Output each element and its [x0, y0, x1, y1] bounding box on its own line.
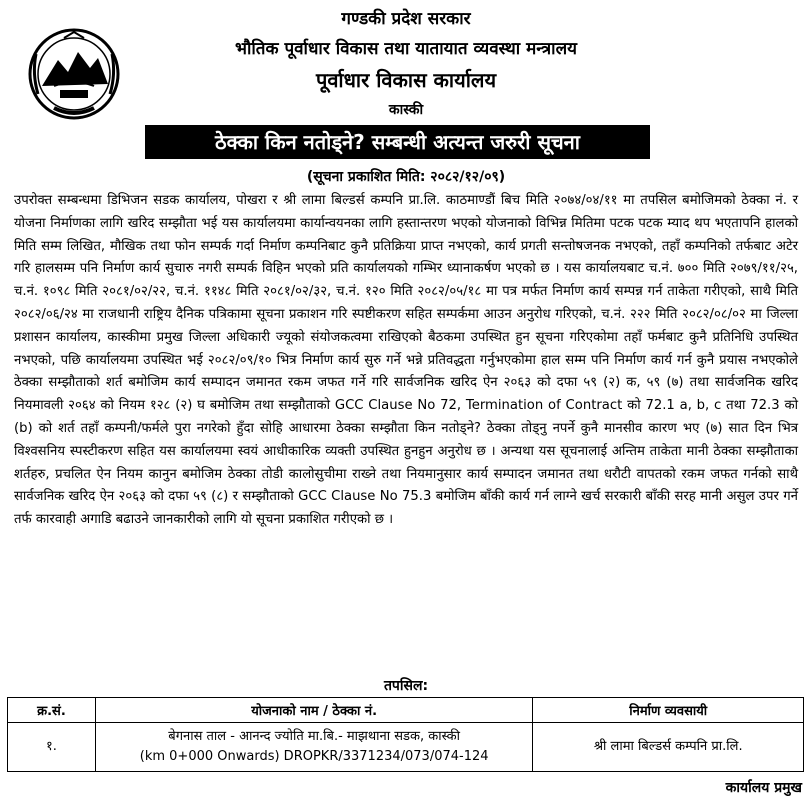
- notice-title-banner: ठेक्का किन नतोड्ने? सम्बन्धी अत्यन्त जरुरी सूचना: [145, 125, 650, 159]
- government-name: गण्डकी प्रदेश सरकार: [341, 9, 471, 29]
- column-header-contractor: निर्माण व्यवसायी: [533, 698, 804, 723]
- project-name: बेगनास ताल - आनन्द ज्योति मा.बि.- माझथाना सडक, कास्की: [168, 729, 461, 744]
- publication-date: (सूचना प्रकाशित मिति: २०८२/१२/०९): [306, 169, 506, 185]
- row-sn: १.: [8, 723, 96, 772]
- table-header-row: [8, 698, 804, 723]
- column-header-sn: क्र.सं.: [8, 698, 96, 723]
- office-name: पूर्वाधार विकास कार्यालय: [315, 68, 497, 92]
- project-table: [7, 697, 804, 772]
- district-name: कास्की: [388, 102, 424, 118]
- table-row: [8, 723, 804, 772]
- notice-body: उपरोक्त सम्बन्धमा डिभिजन सडक कार्यालय, पोखरा र श्री लामा बिल्डर्स कम्पनि प्रा.लि. काठमाण्डौं बिच मिति २०७४/०४/११ मा तपसिल बमोजिमको ठेक्का नं. र योजना निर्माणका लागि खरिद सम्झौता भई यस कार्यालयमा कार्यान्वयनका लागि हस्तान्तरण भएको योजनाको विभिन्न मितिमा पटक पटक म्याद थप भएतापनि हालको मिति सम्म लिखित, मौखिक तथा फोन सम्पर्क गर्दा निर्माण कम्पनिबाट कुनै प्रतिक्रिया प्राप्त नभएको, कार्य प्रगती सन्तोषजनक नभएको, तहाँ कम्पनिको तर्फबाट अटेर गरि हालसम्म पनि निर्माण कार्य सुचारु नगरी सम्पर्क विहिन भएको प्रति कार्यालयको गम्भिर ध्यानाकर्षण भएको छ । यस कार्यालयबाट च.नं. ७०० मिति २०७९/११/२५, च.नं. १०९८ मिति २०८१/०२/२२, च.नं. ११४८ मिति २०८१/०२/३२, च.नं. १२० मिति २०८२/०५/१८ मा पत्र मर्फत निर्माण कार्य सम्पन्न गर्न ताकेता गरीएको, साथै मिति २०८२/०६/२४ मा राजधानी राष्ट्रिय दैनिक पत्रिकामा सूचना प्रकाशन गरि स्पष्टीकरण सहित सम्पर्कमा आउन अनुरोध गरिएको, च.नं. २२२ मिति २०८२/०८/०२ मा जिल्ला प्रशासन कार्यालय, कास्कीमा प्रमुख जिल्ला अधिकारी ज्यूको संयोजकत्वमा राखिएको बैठकमा उपस्थित हुन सूचना गरिएकोमा तहाँ फर्मबाट कुनै प्रतिनिधि उपस्थित नभएको, पछि कार्यालयमा उपस्थित भई २०८२/०९/१० भित्र निर्माण कार्य सुरु गर्ने भन्ने प्रतिवद्धता गर्नुभएकोमा हाल सम्म पनि निर्माण कार्य गर्न कुनै प्रयास नभएकोले ठेक्का सम्झौताको शर्त बमोजिम कार्य सम्पादन जमानत रकम जफत गर्ने गरि सार्वजनिक खरिद ऐन २०६३ को दफा ५९ (२) क, ५९ (७) तथा सार्वजनिक खरिद नियमावली २०६४ को नियम १२८ (२) घ बमोजिम तथा सम्झौताको GCC Clause No 72, Termination of Contract को 72.1 a, b, c तथा 72.3 को (b) को शर्त तहाँ कम्पनी/फर्मले पुरा नगरेको हुँदा सोहि आधारमा ठेक्का सम्झौता किन नतोड्ने? ठेक्का तोड्नु नपर्ने कुनै मानसीव कारण भए (७) सात दिन भित्र विश्वसनिय स्पस्टीकरण सहित यस कार्यालयमा स्वयं आधीकारिक व्यक्ती उपस्थित हुनहुन अनुरोध छ । अन्यथा यस सूचनालाई अन्तिम ताकेता मानी ठेक्का सम्झौताका शर्तहरु, प्रचलित ऐन नियम कानुन बमोजिम ठेक्का तोडी कालोसुचीमा राख्ने तथा नियमानुसार कार्य सम्पादन जमानत तथा धरौटी वापतको रकम जफत गर्नको साथै सार्वजनिक खरिद ऐन २०६३ को दफा ५९ (८) र सम्झौताको GCC Clause No 75.3 बमोजिम बाँकी कार्य गर्न लाग्ने खर्च सरकारी बाँकी सरह मानी असुल उपर गर्ने तर्फ कारवाही अगाडि बढाउने जानकारीको लागि यो सूचना प्रकाशित गरीएको छ ।: [14, 193, 798, 528]
- signature-office-chief: कार्यालय प्रमुख: [725, 780, 802, 796]
- schedule-heading: तपसिल:: [383, 678, 429, 694]
- row-contractor: श्री लामा बिल्डर्स कम्पनि प्रा.लि.: [533, 723, 804, 772]
- row-project: [95, 723, 533, 772]
- contract-number: (km 0+000 Onwards) DROPKR/3371234/073/074-124: [139, 749, 489, 764]
- column-header-project: योजनाको नाम / ठेक्का नं.: [95, 698, 533, 723]
- ministry-name: भौतिक पूर्वाधार विकास तथा यातायात व्यवस्था मन्त्रालय: [235, 39, 577, 59]
